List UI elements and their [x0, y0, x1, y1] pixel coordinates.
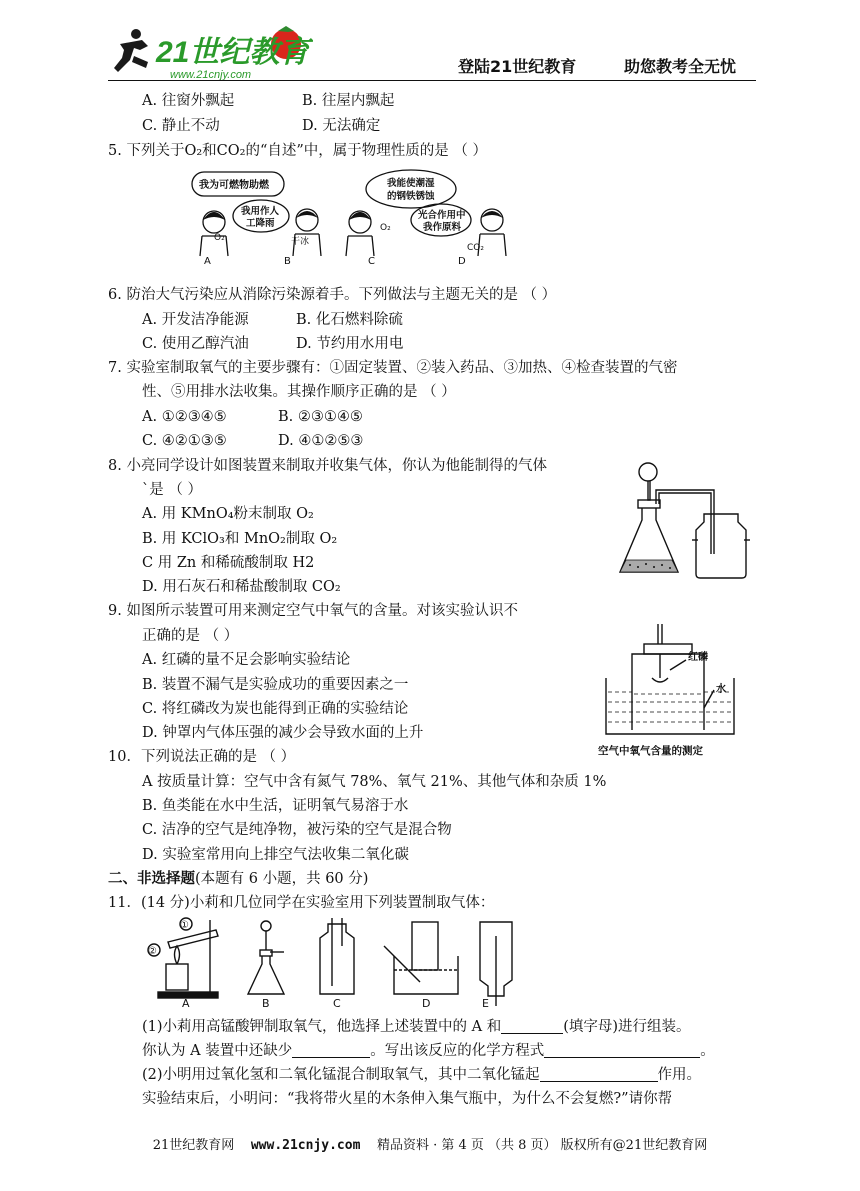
q11-p2-text-a: 你认为 A 装置中还缺少 [142, 1043, 293, 1059]
q11-label-c: C [333, 997, 341, 1008]
q9-option-a: A. 红磷的量不足会影响实验结论 [142, 652, 351, 668]
q9-stem-line1: 9. 如图所示装置可用来测定空气中氧气的含量。对该实验认识不 [108, 603, 518, 619]
q11-fig-num-2: ② [148, 946, 157, 957]
q5-stem: 5. 下列关于O₂和CO₂的“自述”中，属于物理性质的是 （ ） [108, 143, 487, 159]
q11-apparatus-figure [140, 916, 520, 1008]
q5-bubble-d-line2: 我作原料 [423, 222, 462, 233]
q5-figure [162, 168, 512, 268]
q7-stem-line1: 7. 实验室制取氧气的主要步骤有：①固定装置、②装入药品、③加热、④检查装置的气密 [108, 360, 678, 376]
q7-stem-line2: 性、⑤用排水法收集。其操作顺序正确的是 （ ） [142, 384, 456, 400]
q10-option-d: D. 实验室常用向上排空气法收集二氧化碳 [142, 847, 409, 863]
q5-tag-d: CO₂ [467, 243, 484, 253]
q9-option-b: B. 装置不漏气是实验成功的重要因素之一 [142, 677, 409, 693]
q9-stem-line2: 正确的是 （ ） [142, 628, 239, 644]
q11-p3-text-b: 作用。 [657, 1067, 702, 1083]
q5-label-a: A [204, 256, 211, 267]
logo-text: 21世纪教育 [156, 36, 310, 69]
q9-figure-caption: 空气中氧气含量的测定 [598, 745, 703, 757]
q11-answer-blank-2[interactable] [292, 1041, 370, 1058]
q6-stem: 6. 防治大气污染应从消除污染源着手。下列做法与主题无关的是 （ ） [108, 287, 557, 303]
page-header [0, 0, 860, 90]
q5-tag-b: 干冰 [291, 237, 310, 247]
q11-label-d: D [422, 997, 431, 1008]
q8-option-d: D. 用石灰石和稀盐酸制取 CO₂ [142, 579, 341, 595]
q11-part1-line2 [142, 1041, 715, 1061]
q8-option-a: A. 用 KMnO₄粉末制取 O₂ [142, 506, 314, 522]
q6-option-a: A. 开发洁净能源 [142, 312, 249, 328]
runner-logo-icon [114, 29, 148, 72]
q5-bubble-a: 我为可燃物助燃 [199, 180, 269, 191]
q8-stem-line2: `是 （ ） [142, 482, 202, 498]
q4-option-c: C. 静止不动 [142, 118, 220, 134]
q7-option-d: D. ④①②⑤③ [278, 433, 364, 449]
q5-bubble-b-line1: 我用作人 [241, 206, 280, 217]
q5-bubble-c-line1: 我能使潮湿 [387, 178, 435, 189]
q8-apparatus-figure [612, 456, 760, 582]
q10-stem: 10．下列说法正确的是 （ ） [108, 749, 296, 765]
q9-label-water: 水 [716, 684, 726, 695]
q10-option-b: B. 鱼类能在水中生活，证明氧气易溶于水 [142, 798, 409, 814]
q11-p3-text-a: (2)小明用过氧化氢和二氧化锰混合制取氧气，其中二氧化锰起 [142, 1067, 540, 1083]
q4-option-b: B. 往屋内飘起 [302, 93, 395, 109]
q5-label-d: D [458, 256, 466, 267]
q5-bubble-d-line1: 光合作用中 [418, 210, 466, 221]
q11-p2-text-c: 。 [700, 1043, 715, 1059]
q6-option-d: D. 节约用水用电 [296, 336, 404, 352]
q7-option-a: A. ①②③④⑤ [142, 409, 227, 425]
header-slogan-1: 登陆21世纪教育 [458, 57, 577, 76]
section-2-title: 二、非选择题 [108, 870, 195, 887]
q11-part2-line1 [142, 1065, 701, 1085]
q11-label-e: E [482, 997, 489, 1008]
q11-p2-text-b: 。写出该反应的化学方程式 [370, 1043, 545, 1059]
q9-apparatus-figure [592, 620, 752, 762]
q9-option-c: C. 将红磷改为炭也能得到正确的实验结论 [142, 701, 409, 717]
q11-stem: 11．(14 分)小莉和几位同学在实验室用下列装置制取气体： [108, 895, 495, 911]
q5-label-c: C [368, 256, 375, 267]
q5-tag-c: O₂ [380, 223, 391, 233]
q10-option-c: C. 洁净的空气是纯净物，被污染的空气是混合物 [142, 822, 452, 838]
q4-option-a: A. 往窗外飘起 [142, 93, 235, 109]
q11-part2-line2: 实验结束后，小明问：“我将带火星的木条伸入集气瓶中，为什么不会复燃?”请你帮 [142, 1091, 673, 1107]
q11-p1-text-b: (填字母)进行组装。 [563, 1019, 691, 1035]
q10-option-a: A 按质量计算：空气中含有氮气 78%、氧气 21%、其他气体和杂质 1% [142, 774, 607, 790]
footer-url[interactable]: www.21cnjy.com [250, 1138, 361, 1153]
q11-answer-blank-3[interactable] [544, 1041, 700, 1058]
q5-tag-a: O₂ [214, 233, 225, 243]
footer-page-info: 精品资料 · 第 4 页 （共 8 页） 版权所有@21世纪教育网 [376, 1138, 708, 1153]
q8-stem-line1: 8. 小亮同学设计如图装置来制取并收集气体，你认为他能制得的气体 [108, 458, 547, 474]
site-logo [108, 22, 313, 84]
q9-label-phosphorus: 红磷 [688, 652, 708, 663]
q6-option-b: B. 化石燃料除硫 [296, 312, 403, 328]
q7-option-c: C. ④②①③⑤ [142, 433, 227, 449]
q8-option-b: B. 用 KClO₃和 MnO₂制取 O₂ [142, 531, 338, 547]
q6-option-c: C. 使用乙醇汽油 [142, 336, 249, 352]
q11-label-b: B [262, 997, 270, 1008]
q5-bubble-c-line2: 的钢铁锈蚀 [387, 191, 435, 202]
q4-option-d: D. 无法确定 [302, 118, 381, 134]
header-rule [108, 80, 756, 81]
q5-label-b: B [284, 256, 291, 267]
q11-answer-blank-4[interactable] [540, 1065, 658, 1082]
section-2-note: (本题有 6 小题，共 60 分) [195, 871, 369, 887]
q8-option-c: C 用 Zn 和稀硫酸制取 H2 [142, 555, 315, 571]
q11-label-a: A [182, 997, 190, 1008]
header-slogan-2: 助您教考全无忧 [624, 57, 737, 76]
q9-option-d: D. 钟罩内气体压强的减少会导致水面的上升 [142, 725, 424, 741]
page-footer [0, 1134, 860, 1153]
q11-p1-text-a: (1)小莉用高锰酸钾制取氧气，他选择上述装置中的 A 和 [142, 1019, 502, 1035]
q7-option-b: B. ②③①④⑤ [278, 409, 363, 425]
logo-url: www.21cnjy.com [170, 69, 252, 81]
footer-site: 21世纪教育网 [152, 1138, 235, 1153]
q11-part1-line1 [142, 1017, 691, 1037]
q11-answer-blank-1[interactable] [501, 1017, 563, 1034]
q5-bubble-b-line2: 工降雨 [246, 218, 275, 229]
q11-fig-num-1: ① [180, 920, 189, 931]
section-2-heading [108, 869, 368, 889]
